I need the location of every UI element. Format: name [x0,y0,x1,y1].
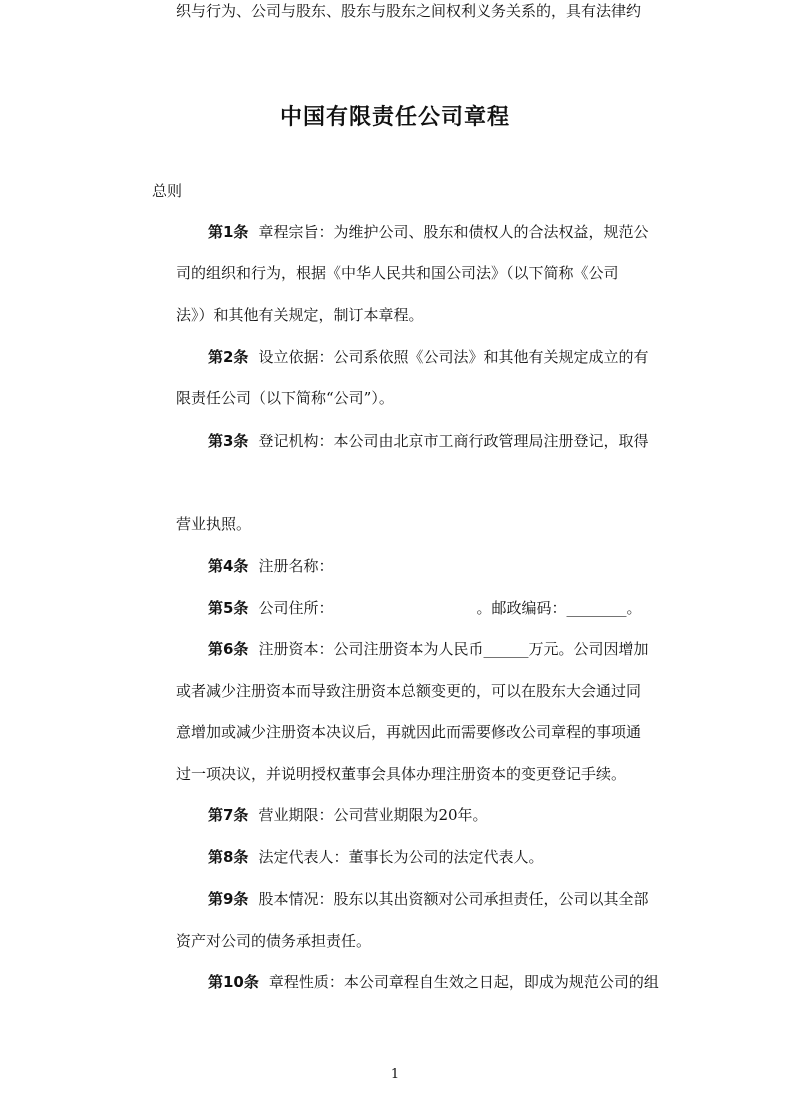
article-first-line [208,804,488,825]
article-text: 股本情况：股东以其出资额对公司承担责任，公司以其全部 [258,890,649,908]
article-text: 限责任公司（以下简称“公司”）。 [176,389,394,407]
section-heading: 总则 [152,182,183,200]
article-text: 章程性质：本公司章程自生效之日起，即成为规范公司的组 [268,973,659,991]
article-text: 注册名称： [258,557,334,575]
article-line [176,387,394,408]
article-line [176,680,641,701]
article-first-line [208,555,333,576]
article-first-line [208,846,543,867]
article-first-line [208,430,648,451]
article-text: 过一项决议，并说明授权董事会具体办理注册资本的变更登记手续。 [176,765,627,783]
article-text: 营业执照。 [176,515,252,533]
article-line [176,930,371,951]
article-text: 登记机构：本公司由北京市工商行政管理局注册登记，取得 [258,432,649,450]
document-title: 中国有限责任公司章程 [279,104,510,130]
article-text: 法定代表人：董事长为公司的法定代表人。 [258,848,544,866]
article-first-line [208,221,648,242]
article-number: 第2条 [208,348,249,366]
article-first-line [208,971,659,992]
article-text: 章程宗旨：为维护公司、股东和债权人的合法权益，规范公 [258,223,649,241]
article-line [176,0,641,21]
article-text: 织与行为、公司与股东、股东与股东之间权利义务关系的，具有法律约 [176,2,642,20]
article-text: 或者减少注册资本而导致注册资本总额变更的，可以在股东大会通过同 [176,682,642,700]
article-first-line [208,638,648,659]
article-number: 第6条 [208,640,249,658]
article-line [176,763,626,784]
article-line [176,721,641,742]
article-text: 意增加或减少注册资本决议后，再就因此而需要修改公司章程的事项通 [176,723,642,741]
article-number: 第10条 [208,973,259,991]
article-number: 第7条 [208,806,249,824]
article-number: 第8条 [208,848,249,866]
article-text: 司的组织和行为，根据《中华人民共和国公司法》（以下简称《公司 [176,264,619,282]
article-text: 资产对公司的债务承担责任。 [176,932,372,950]
article-first-line [208,888,648,909]
article-text: 公司住所： 。邮政编码：________。 [258,599,642,617]
article-number: 第3条 [208,432,249,450]
article-number: 第4条 [208,557,249,575]
article-number: 第5条 [208,599,249,617]
article-text: 营业期限：公司营业期限为20年。 [258,806,488,824]
article-first-line [208,597,641,618]
article-text: 法》）和其他有关规定，制订本章程。 [176,306,424,324]
article-number: 第9条 [208,890,249,908]
article-line [176,304,424,325]
article-line [176,262,619,283]
article-text: 注册资本：公司注册资本为人民币______万元。公司因增加 [258,640,649,658]
article-first-line [208,346,648,367]
page-number: 1 [390,1067,400,1082]
article-number: 第1条 [208,223,249,241]
article-text: 设立依据：公司系依照《公司法》和其他有关规定成立的有 [258,348,649,366]
article-line [176,513,251,534]
